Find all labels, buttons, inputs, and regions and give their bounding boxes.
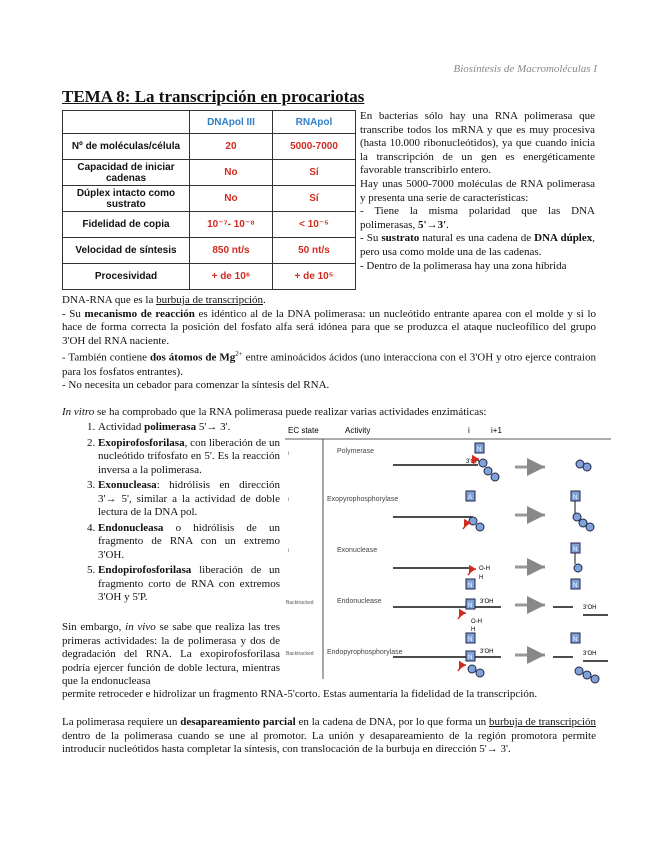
intro-paragraph: Hay unas 5000-7000 moléculas de RNA polimerasa y presenta una serie de características:: [360, 177, 595, 204]
table-row: [63, 212, 356, 238]
link-transcription-bubble: burbuja de transcripción: [156, 294, 264, 306]
table-cell-value: Sí: [272, 160, 355, 186]
intro-paragraph: En bacterias sólo hay una RNA polimerasa que transcribe todos los mRNA y que es muy procesiva (hasta 10.000 ribonucleótidos), ya que cuando inicia la transcripción de un gen es energéticamente favorable transcribirlo entero.: [360, 110, 595, 177]
intro-bullet: - Su sustrato natural es una cadena de DNA dúplex, pero usa como molde una de las cadenas.: [360, 232, 595, 258]
rna-polymerase-activities-figure: [283, 419, 613, 694]
table-cell-value: 5000-7000: [272, 134, 355, 160]
table-row: [63, 186, 356, 212]
body-paragraph-group: [62, 294, 596, 393]
table-cell-value: Sí: [272, 186, 355, 212]
svg-text:O-H: O-H: [471, 619, 482, 625]
link-transcription-bubble: burbuja de transcripción: [488, 716, 596, 728]
intro-bullet: - Dentro de la polimerasa hay una zona híbrida: [360, 259, 567, 272]
table-cell-label: Procesividad: [63, 264, 190, 290]
table-cell-value: 50 nt/s: [272, 238, 355, 264]
fig-ec-label: i: [288, 497, 290, 503]
table-cell-value: 850 nt/s: [190, 238, 273, 264]
svg-text:3'OH: 3'OH: [480, 649, 494, 655]
fig-ec-label: Backtracked: [286, 651, 314, 657]
svg-text:O-H: O-H: [479, 566, 490, 572]
table-cell-value: < 10⁻⁵: [272, 212, 355, 238]
svg-text:H: H: [471, 627, 476, 633]
table-header-cell: [63, 111, 190, 134]
table-cell-label: Velocidad de síntesis: [63, 238, 190, 264]
svg-text:A: A: [468, 495, 473, 501]
svg-text:3'OH: 3'OH: [583, 651, 597, 657]
table-cell-label: Fidelidad de copia: [63, 212, 190, 238]
fig-activity-label: Endopyrophosphorylase: [327, 649, 403, 656]
svg-text:N: N: [477, 447, 482, 453]
fig-row-endonuclease: [393, 579, 608, 633]
svg-text:N: N: [573, 583, 578, 589]
paragraph: - Su mecanismo de reacción es idéntico al de la DNA polimerasa: un nucleótido entrante aparea con el molde y si lo hace de forma correcta la posición del fosfato alfa será idónea para que se produzca el ataque nucleofílico del grupo 3'OH del RNA naciente.: [62, 307, 597, 347]
svg-text:3'OH: 3'OH: [480, 599, 494, 605]
table-cell-label: Dúplex intacto como sustrato: [63, 186, 190, 212]
table-cell-value: No: [190, 186, 273, 212]
table-cell-value: No: [190, 160, 273, 186]
svg-text:3'OH: 3'OH: [466, 459, 480, 465]
in-vivo-paragraph: Sin embargo, in vivo se sabe que realiza las tres primeras actividades: la de polimerasa y dos de degradación del RNA. La exopirofosforilasa podría ejercer función de doble lectura, mientras que la endonucleasa: [62, 621, 280, 687]
table-cell-value: + de 10⁶: [190, 264, 273, 290]
fig-row-polymerase: [393, 443, 591, 481]
table-row: [63, 134, 356, 160]
table-cell-value: + de 10⁵: [272, 264, 355, 290]
comparison-table: [62, 110, 356, 290]
svg-text:N: N: [468, 583, 473, 589]
fig-col-i1: i+1: [491, 426, 502, 435]
table-header-row: [63, 111, 356, 134]
table-cell-label: Nº de moléculas/célula: [63, 134, 190, 160]
fig-ec-label: i: [288, 548, 290, 554]
intro-bullet: - Tiene la misma polaridad que las DNA polimerasas, 5'→3'.: [360, 205, 595, 231]
paragraph: - También contiene dos átomos de $Mg^{2+}$ entre aminoácidos ácidos (uno interacciona con el 3'OH y otro ejerce contraion para los fosfatos entrantes).: [62, 350, 596, 378]
table-row: [63, 160, 356, 186]
activities-list: [62, 421, 280, 607]
final-paragraph: La polimerasa requiere un desapareamiento parcial en la cadena de DNA, por lo que forma un burbuja de transcripción dentro de la polimerasa cuando se une al promotor. La unión y desapareamiento de la región promotora permite introducir nucleótidos hasta completar la síntesis, con translocación de la burbuja en dirección 5'→ 3'.: [62, 716, 596, 756]
table-cell-label: Capacidad de iniciar cadenas: [63, 160, 190, 186]
fig-activity-label: Endonuclease: [337, 598, 382, 605]
list-item: 4. Endonucleasa o hidrólisis de un fragmento de RNA con un extremo 3'OH.: [98, 522, 280, 563]
fig-col-activity: Activity: [345, 426, 371, 435]
table-row: [63, 264, 356, 290]
svg-text:N: N: [468, 655, 473, 661]
fig-col-ec-state: EC state: [288, 426, 319, 435]
fig-activity-label: Exopyrophosphorylase: [327, 496, 399, 503]
svg-text:N: N: [573, 637, 578, 643]
in-vivo-continuation: permite retroceder e hidrolizar un fragmento RNA-5'corto. Estas aumentaría la fidelidad de la transcripción.: [62, 688, 538, 700]
fig-ec-label: Backtracked: [286, 600, 314, 606]
paragraph: DNA-RNA que es la burbuja de transcripción.: [62, 294, 266, 306]
intro-column: [360, 110, 595, 273]
svg-text:H: H: [479, 575, 484, 581]
fig-activity-label: Polymerase: [337, 448, 374, 455]
list-item: 2. Exopirofosforilasa, con liberación de un nucleótido trifosfato en 5'. Es la reacción inversa a la polimerasa.: [98, 437, 280, 478]
table-cell-value: 20: [190, 134, 273, 160]
fig-col-i: i: [468, 426, 470, 435]
svg-text:3'OH: 3'OH: [583, 605, 597, 611]
in-vitro-paragraph: In vitro se ha comprobado que la RNA polimerasa puede realizar varias actividades enzimáticas:: [62, 406, 487, 418]
page-title: TEMA 8: La transcripción en procariotas: [62, 87, 365, 106]
table-header-cell: DNApol III: [190, 111, 273, 134]
svg-text:N: N: [468, 603, 473, 609]
table-row: [63, 238, 356, 264]
fig-ec-label: i: [288, 451, 290, 457]
paragraph: - No necesita un cebador para comenzar la síntesis del RNA.: [62, 379, 330, 392]
svg-text:N: N: [573, 495, 578, 501]
fig-row-exonuclease: [393, 543, 582, 581]
fig-row-exopyrophosphorylase: [393, 491, 594, 531]
running-header: Biosíntesis de Macromoléculas I: [453, 63, 597, 75]
table-header-cell: RNApol: [272, 111, 355, 134]
fig-row-endopyrophosphorylase: [393, 633, 608, 683]
table-cell-value: 10⁻⁷- 10⁻⁸: [190, 212, 273, 238]
list-item: 5. Endopirofosforilasa liberación de un fragmento corto de RNA con extremos 3'OH y 5'P.: [98, 564, 280, 605]
svg-text:N: N: [573, 547, 578, 553]
fig-activity-label: Exonuclease: [337, 547, 378, 554]
list-item: 1. Actividad polimerasa 5'→ 3'.: [98, 421, 280, 435]
list-item: 3. Exonucleasa: hidrólisis en dirección 3'→ 5', similar a la actividad de doble lectura de la DNA pol.: [98, 479, 280, 520]
svg-text:N: N: [468, 637, 473, 643]
